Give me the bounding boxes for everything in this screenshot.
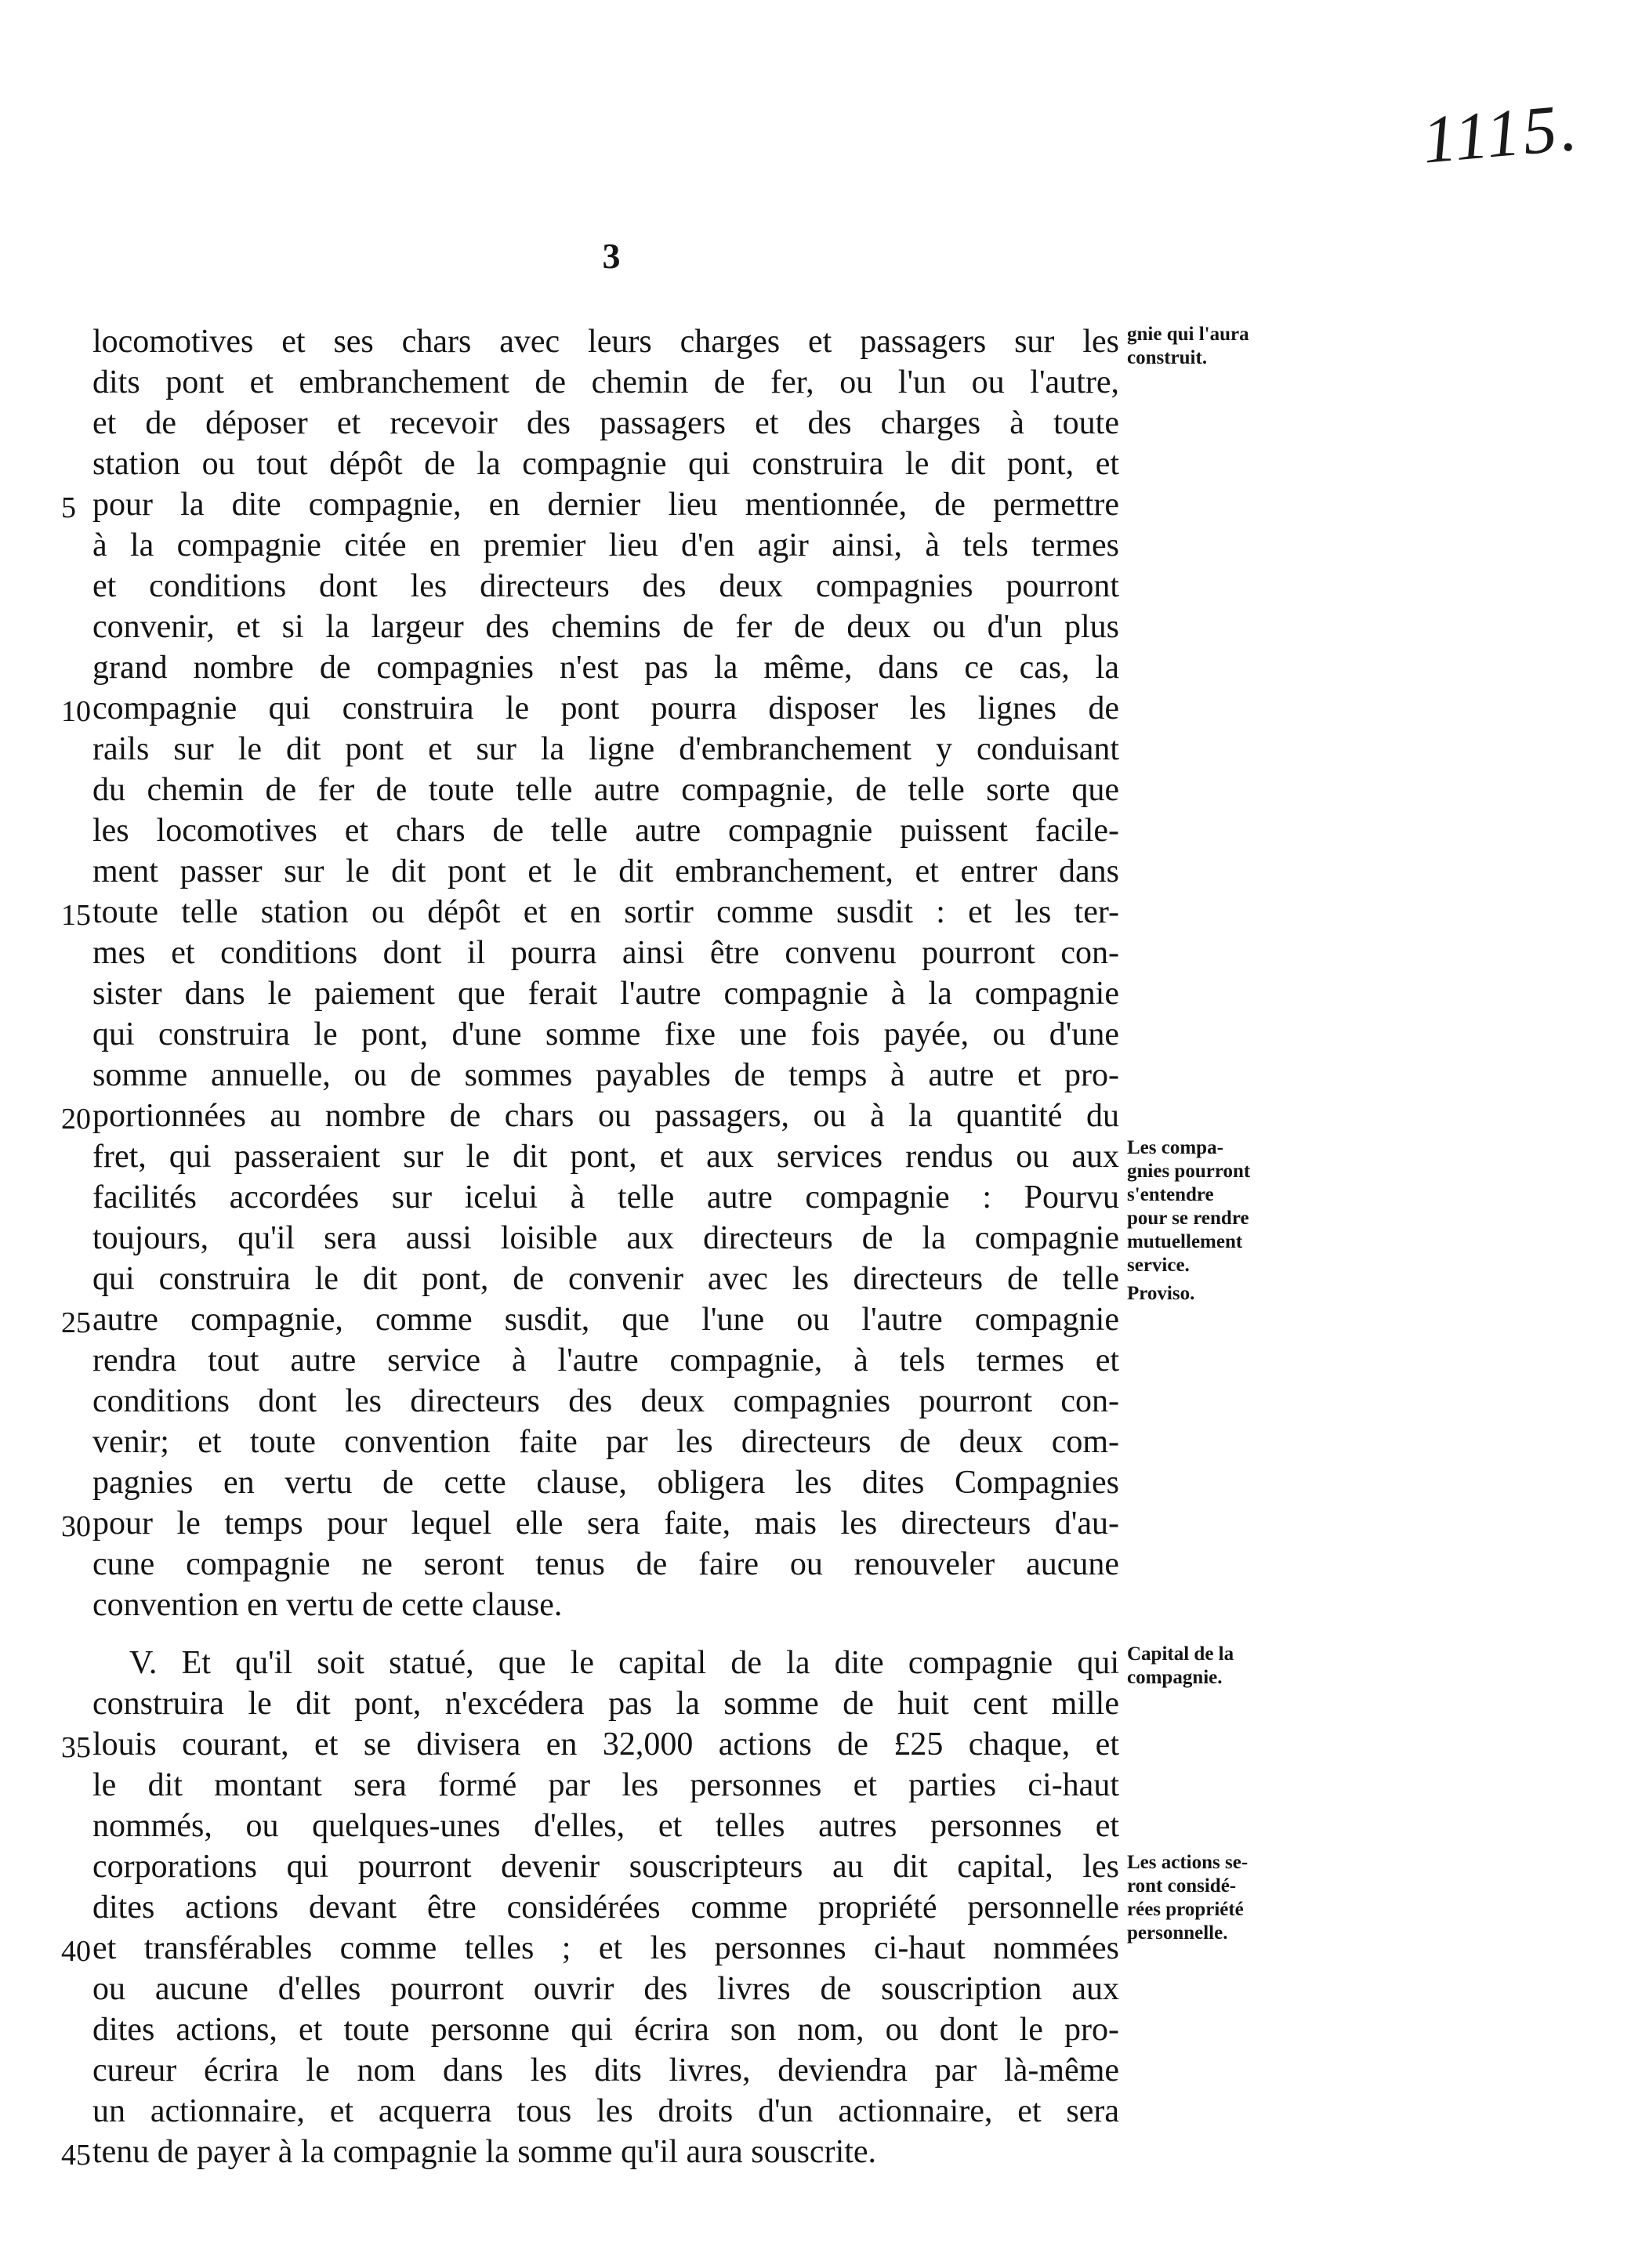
text-line: sister dans le paiement que ferait l'autre compagnie à la compagnie bbox=[92, 976, 1119, 1012]
margin-note-line: Capital de la bbox=[1127, 1643, 1234, 1665]
line-number: 40 bbox=[61, 1935, 91, 1968]
text-line: toute telle station ou dépôt et en sortir comme susdit : et les ter- bbox=[92, 894, 1119, 930]
text-line: du chemin de fer de toute telle autre compagnie, de telle sorte que bbox=[92, 772, 1119, 808]
text-line: qui construira le pont, d'une somme fixe une fois payée, ou d'une bbox=[92, 1016, 1119, 1052]
text-line: grand nombre de compagnies n'est pas la même, dans ce cas, la bbox=[92, 650, 1119, 686]
text-line: pour le temps pour lequel elle sera faite, mais les directeurs d'au- bbox=[92, 1505, 1119, 1542]
text-line: qui construira le dit pont, de convenir avec les directeurs de telle bbox=[92, 1261, 1119, 1297]
text-line: station ou tout dépôt de la compagnie qui construira le dit pont, et bbox=[92, 446, 1119, 482]
text-line: rendra tout autre service à l'autre compagnie, à tels termes et bbox=[92, 1342, 1119, 1379]
text-line: portionnées au nombre de chars ou passagers, ou à la quantité du bbox=[92, 1098, 1119, 1134]
text-line: autre compagnie, comme susdit, que l'une ou l'autre compagnie bbox=[92, 1302, 1119, 1338]
text-line: construira le dit pont, n'excédera pas la somme de huit cent mille bbox=[92, 1686, 1119, 1722]
text-line: pour la dite compagnie, en dernier lieu mentionnée, de permettre bbox=[92, 487, 1119, 523]
text-line: dits pont et embranchement de chemin de fer, ou l'un ou l'autre, bbox=[92, 364, 1119, 400]
text-line: rails sur le dit pont et sur la ligne d'embranchement y conduisant bbox=[92, 731, 1119, 767]
text-line: facilités accordées sur icelui à telle autre compagnie : Pourvu bbox=[92, 1179, 1119, 1216]
text-line: convention en vertu de cette clause. bbox=[92, 1587, 563, 1623]
text-line: V. Et qu'il soit statué, que le capital de la dite compagnie qui bbox=[129, 1645, 1119, 1681]
text-line: cureur écrira le nom dans les dits livres, deviendra par là-même bbox=[92, 2052, 1119, 2089]
margin-note-line: s'entendre bbox=[1127, 1184, 1214, 1205]
margin-note-line: personnelle. bbox=[1127, 1922, 1228, 1944]
line-number: 25 bbox=[61, 1306, 91, 1339]
text-line: conditions dont les directeurs des deux compagnies pourront con- bbox=[92, 1383, 1119, 1419]
archive-stamp: 1115. bbox=[1419, 89, 1583, 178]
text-line: mes et conditions dont il pourra ainsi être convenu pourront con- bbox=[92, 935, 1119, 971]
line-number: 30 bbox=[61, 1510, 91, 1543]
line-number: 5 bbox=[61, 491, 76, 524]
text-line: venir; et toute convention faite par les directeurs de deux com- bbox=[92, 1424, 1119, 1460]
line-number: 20 bbox=[61, 1103, 91, 1136]
text-line: locomotives et ses chars avec leurs charges et passagers sur les bbox=[92, 324, 1119, 360]
line-number: 15 bbox=[61, 899, 91, 932]
text-line: tenu de payer à la compagnie la somme qu'il aura souscrite. bbox=[92, 2134, 877, 2170]
margin-note-line: compagnie. bbox=[1127, 1667, 1223, 1688]
text-line: dites actions, et toute personne qui écrira son nom, ou dont le pro- bbox=[92, 2012, 1119, 2048]
margin-note-line: construit. bbox=[1127, 347, 1208, 368]
text-line: ment passer sur le dit pont et le dit embranchement, et entrer dans bbox=[92, 853, 1119, 889]
text-line: un actionnaire, et acquerra tous les droits d'un actionnaire, et sera bbox=[92, 2093, 1119, 2129]
margin-note-line: pour se rendre bbox=[1127, 1208, 1249, 1229]
page-number: 3 bbox=[602, 236, 621, 276]
text-line: les locomotives et chars de telle autre compagnie puissent facile- bbox=[92, 813, 1119, 849]
text-line: compagnie qui construira le pont pourra disposer les lignes de bbox=[92, 690, 1119, 726]
margin-note-line: ront considé- bbox=[1127, 1875, 1237, 1897]
text-line: ou aucune d'elles pourront ouvrir des livres de souscription aux bbox=[92, 1971, 1119, 2007]
text-line: à la compagnie citée en premier lieu d'en agir ainsi, à tels termes bbox=[92, 527, 1119, 563]
text-line: et transférables comme telles ; et les personnes ci-haut nommées bbox=[92, 1930, 1119, 1966]
text-line: somme annuelle, ou de sommes payables de temps à autre et pro- bbox=[92, 1057, 1119, 1093]
text-line: fret, qui passeraient sur le dit pont, et aux services rendus ou aux bbox=[92, 1139, 1119, 1175]
margin-note-line: service. bbox=[1127, 1255, 1190, 1276]
text-line: le dit montant sera formé par les personnes et parties ci-haut bbox=[92, 1767, 1119, 1803]
line-number: 45 bbox=[61, 2139, 91, 2172]
text-line: dites actions devant être considérées comme propriété personnelle bbox=[92, 1889, 1119, 1926]
text-line: convenir, et si la largeur des chemins de fer de deux ou d'un plus bbox=[92, 609, 1119, 645]
text-line: corporations qui pourront devenir souscripteurs au dit capital, les bbox=[92, 1849, 1119, 1885]
text-line: toujours, qu'il sera aussi loisible aux directeurs de la compagnie bbox=[92, 1220, 1119, 1256]
margin-note-line: Les compa- bbox=[1127, 1137, 1223, 1158]
margin-note-line: gnies pourront bbox=[1127, 1161, 1251, 1182]
margin-note-line: Proviso. bbox=[1127, 1283, 1195, 1304]
text-line: louis courant, et se divisera en 32,000 actions de £25 chaque, et bbox=[92, 1726, 1119, 1763]
text-line: cune compagnie ne seront tenus de faire ou renouveler aucune bbox=[92, 1546, 1119, 1582]
text-line: nommés, ou quelques-unes d'elles, et telles autres personnes et bbox=[92, 1808, 1119, 1844]
line-number: 35 bbox=[61, 1731, 91, 1764]
margin-note-line: mutuellement bbox=[1127, 1231, 1243, 1252]
margin-note-line: Les actions se- bbox=[1127, 1852, 1249, 1873]
text-line: et conditions dont les directeurs des deux compagnies pourront bbox=[92, 568, 1119, 604]
margin-note-line: rées propriété bbox=[1127, 1899, 1244, 1920]
text-line: pagnies en vertu de cette clause, obligera les dites Compagnies bbox=[92, 1465, 1119, 1501]
margin-note-line: gnie qui l'aura bbox=[1127, 324, 1249, 345]
line-number: 10 bbox=[61, 695, 91, 728]
text-line: et de déposer et recevoir des passagers et des charges à toute bbox=[92, 405, 1119, 441]
